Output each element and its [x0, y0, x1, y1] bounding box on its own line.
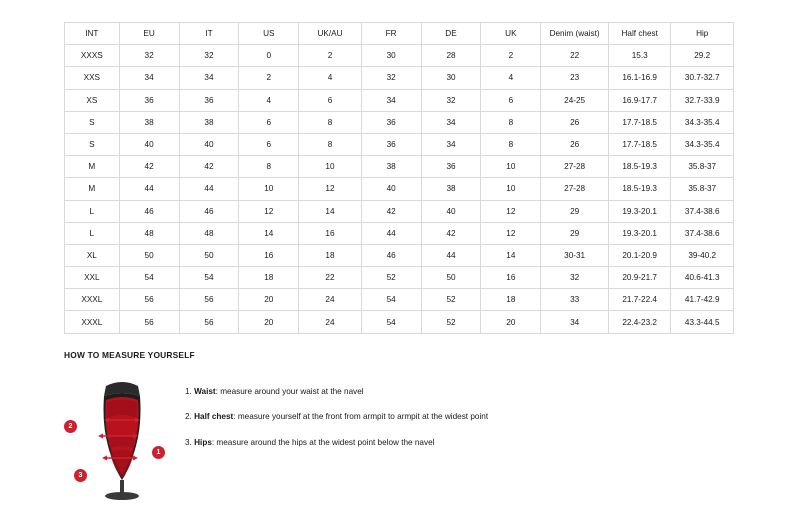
- table-cell: 56: [179, 289, 239, 311]
- table-cell: 24: [299, 311, 361, 333]
- measure-note-waist-number: 1.: [185, 387, 192, 396]
- table-cell: XXS: [65, 67, 120, 89]
- mannequin-figure: [64, 374, 179, 504]
- table-cell: 16: [299, 222, 361, 244]
- table-cell: 2: [481, 45, 541, 67]
- size-chart-container: [64, 22, 734, 334]
- measure-note-hips-number: 3.: [185, 437, 192, 447]
- table-cell: 8: [239, 156, 299, 178]
- how-to-measure-body: [64, 374, 764, 504]
- how-to-measure-title: HOW TO MEASURE YOURSELF: [64, 350, 195, 360]
- measure-note-hips-term: Hips: [194, 437, 212, 447]
- table-cell: 32: [421, 89, 481, 111]
- column-header-uk: UK: [481, 23, 541, 45]
- table-row: [65, 111, 734, 133]
- column-header-fr: FR: [361, 23, 421, 45]
- size-chart-table: [64, 22, 734, 334]
- table-cell: 40: [119, 133, 179, 155]
- table-cell: 44: [361, 222, 421, 244]
- table-cell: XL: [65, 244, 120, 266]
- table-cell: 30-31: [541, 244, 609, 266]
- table-cell: 39-40.2: [671, 244, 734, 266]
- table-cell: 40: [361, 178, 421, 200]
- table-row: [65, 67, 734, 89]
- table-cell: 50: [421, 267, 481, 289]
- table-cell: 36: [421, 156, 481, 178]
- table-cell: 34: [361, 89, 421, 111]
- table-cell: 42: [361, 200, 421, 222]
- table-cell: 27-28: [541, 178, 609, 200]
- table-cell: 41.7-42.9: [671, 289, 734, 311]
- table-cell: 19.3-20.1: [608, 200, 670, 222]
- table-cell: 8: [299, 133, 361, 155]
- table-cell: 42: [179, 156, 239, 178]
- table-cell: 52: [361, 267, 421, 289]
- table-cell: 21.7-22.4: [608, 289, 670, 311]
- table-cell: 40: [421, 200, 481, 222]
- table-cell: XXXL: [65, 311, 120, 333]
- table-cell: 4: [481, 67, 541, 89]
- table-cell: 32: [361, 67, 421, 89]
- table-cell: 52: [421, 311, 481, 333]
- table-row: [65, 222, 734, 244]
- table-cell: 32: [541, 267, 609, 289]
- table-cell: 30.7-32.7: [671, 67, 734, 89]
- measure-note-hips-text: : measure around the hips at the widest point below the navel: [211, 437, 435, 447]
- table-cell: 28: [421, 45, 481, 67]
- table-cell: 40: [179, 133, 239, 155]
- measure-note-half-chest-number: 2.: [185, 412, 192, 422]
- table-row: [65, 178, 734, 200]
- table-cell: 26: [541, 133, 609, 155]
- table-cell: 48: [119, 222, 179, 244]
- table-cell: 43.3-44.5: [671, 311, 734, 333]
- table-row: [65, 156, 734, 178]
- table-cell: 46: [361, 244, 421, 266]
- table-cell: 6: [239, 133, 299, 155]
- table-cell: 8: [481, 111, 541, 133]
- column-header-denim-waist: Denim (waist): [541, 23, 609, 45]
- table-cell: 20: [481, 311, 541, 333]
- table-cell: 54: [361, 311, 421, 333]
- table-cell: 54: [119, 267, 179, 289]
- table-cell: XXL: [65, 267, 120, 289]
- table-cell: 40.6-41.3: [671, 267, 734, 289]
- table-cell: 34: [541, 311, 609, 333]
- table-cell: 12: [239, 200, 299, 222]
- table-row: [65, 89, 734, 111]
- table-cell: L: [65, 222, 120, 244]
- table-cell: 14: [481, 244, 541, 266]
- measure-note-waist-text: : measure around your waist at the navel: [215, 387, 364, 396]
- table-cell: 16.9-17.7: [608, 89, 670, 111]
- table-cell: 20: [239, 311, 299, 333]
- table-cell: 38: [361, 156, 421, 178]
- column-header-hip: Hip: [671, 23, 734, 45]
- table-cell: 18: [239, 267, 299, 289]
- mannequin-illustration: [86, 376, 158, 502]
- table-cell: 36: [361, 133, 421, 155]
- measure-note-waist-term: Waist: [194, 387, 216, 396]
- table-header-row: [65, 23, 734, 45]
- table-cell: 24-25: [541, 89, 609, 111]
- table-cell: 44: [179, 178, 239, 200]
- table-cell: 6: [239, 111, 299, 133]
- badge-hips: 3: [74, 469, 87, 482]
- table-cell: 34: [421, 133, 481, 155]
- table-cell: 20.9-21.7: [608, 267, 670, 289]
- table-cell: 37.4-38.6: [671, 222, 734, 244]
- table-cell: 18: [481, 289, 541, 311]
- column-header-ukau: UK/AU: [299, 23, 361, 45]
- table-row: [65, 289, 734, 311]
- table-cell: 34: [119, 67, 179, 89]
- measure-note-waist: [185, 386, 764, 398]
- table-cell: 12: [481, 222, 541, 244]
- column-header-it: IT: [179, 23, 239, 45]
- table-cell: 4: [239, 89, 299, 111]
- table-cell: 26: [541, 111, 609, 133]
- table-cell: 34.3-35.4: [671, 133, 734, 155]
- table-cell: 36: [119, 89, 179, 111]
- badge-half-chest: 2: [64, 420, 77, 433]
- table-cell: 18.5-19.3: [608, 178, 670, 200]
- table-cell: 6: [481, 89, 541, 111]
- table-cell: 20: [239, 289, 299, 311]
- measure-notes: [179, 374, 764, 462]
- table-cell: 50: [179, 244, 239, 266]
- column-header-us: US: [239, 23, 299, 45]
- table-row: [65, 267, 734, 289]
- table-cell: 23: [541, 67, 609, 89]
- table-cell: 42: [421, 222, 481, 244]
- table-cell: 34.3-35.4: [671, 111, 734, 133]
- table-cell: 48: [179, 222, 239, 244]
- table-cell: 54: [179, 267, 239, 289]
- column-header-half-chest: Half chest: [608, 23, 670, 45]
- table-cell: 0: [239, 45, 299, 67]
- table-cell: 30: [421, 67, 481, 89]
- table-cell: 29: [541, 200, 609, 222]
- table-cell: 14: [299, 200, 361, 222]
- column-header-int: INT: [65, 23, 120, 45]
- table-cell: M: [65, 156, 120, 178]
- table-cell: 18.5-19.3: [608, 156, 670, 178]
- table-cell: 32: [119, 45, 179, 67]
- table-cell: 16: [239, 244, 299, 266]
- table-cell: 46: [179, 200, 239, 222]
- table-row: [65, 200, 734, 222]
- table-cell: 12: [481, 200, 541, 222]
- table-cell: 50: [119, 244, 179, 266]
- table-cell: 56: [179, 311, 239, 333]
- table-cell: 20.1-20.9: [608, 244, 670, 266]
- table-cell: 36: [361, 111, 421, 133]
- how-to-measure-section: [64, 350, 764, 504]
- table-cell: 54: [361, 289, 421, 311]
- table-cell: 10: [239, 178, 299, 200]
- table-cell: 2: [239, 67, 299, 89]
- column-header-eu: EU: [119, 23, 179, 45]
- table-cell: 36: [179, 89, 239, 111]
- table-body: [65, 45, 734, 333]
- table-cell: 8: [481, 133, 541, 155]
- table-cell: XS: [65, 89, 120, 111]
- table-cell: 56: [119, 311, 179, 333]
- table-cell: 10: [481, 156, 541, 178]
- table-cell: 22: [541, 45, 609, 67]
- table-cell: 22: [299, 267, 361, 289]
- table-cell: 27-28: [541, 156, 609, 178]
- table-cell: 34: [421, 111, 481, 133]
- table-cell: 24: [299, 289, 361, 311]
- table-cell: 42: [119, 156, 179, 178]
- table-cell: 8: [299, 111, 361, 133]
- measure-note-half-chest: [185, 411, 764, 423]
- table-row: [65, 133, 734, 155]
- table-cell: 19.3-20.1: [608, 222, 670, 244]
- table-cell: S: [65, 111, 120, 133]
- table-cell: 46: [119, 200, 179, 222]
- table-cell: 4: [299, 67, 361, 89]
- table-cell: 32: [179, 45, 239, 67]
- table-cell: 17.7-18.5: [608, 133, 670, 155]
- badge-waist: 1: [152, 446, 165, 459]
- table-cell: 12: [299, 178, 361, 200]
- table-cell: M: [65, 178, 120, 200]
- table-cell: 16.1-16.9: [608, 67, 670, 89]
- table-cell: 10: [299, 156, 361, 178]
- measure-note-half-chest-term: Half chest: [194, 412, 234, 422]
- table-row: [65, 311, 734, 333]
- table-cell: 18: [299, 244, 361, 266]
- table-cell: 33: [541, 289, 609, 311]
- table-cell: 32.7-33.9: [671, 89, 734, 111]
- table-cell: 15.3: [608, 45, 670, 67]
- table-cell: 16: [481, 267, 541, 289]
- table-cell: 44: [119, 178, 179, 200]
- table-row: [65, 244, 734, 266]
- table-cell: S: [65, 133, 120, 155]
- table-cell: 29: [541, 222, 609, 244]
- table-cell: XXXL: [65, 289, 120, 311]
- table-cell: 38: [179, 111, 239, 133]
- table-cell: 30: [361, 45, 421, 67]
- table-cell: 38: [119, 111, 179, 133]
- table-cell: 29.2: [671, 45, 734, 67]
- table-cell: 52: [421, 289, 481, 311]
- column-header-de: DE: [421, 23, 481, 45]
- table-cell: XXXS: [65, 45, 120, 67]
- table-cell: 38: [421, 178, 481, 200]
- table-cell: 14: [239, 222, 299, 244]
- table-cell: 35.8-37: [671, 156, 734, 178]
- table-cell: 44: [421, 244, 481, 266]
- table-cell: 2: [299, 45, 361, 67]
- table-cell: 10: [481, 178, 541, 200]
- table-cell: 22.4-23.2: [608, 311, 670, 333]
- measure-note-hips: [185, 437, 764, 449]
- table-cell: 17.7-18.5: [608, 111, 670, 133]
- measure-note-half-chest-text: : measure yourself at the front from armpit to armpit at the widest point: [233, 412, 489, 422]
- table-cell: 34: [179, 67, 239, 89]
- table-cell: 35.8-37: [671, 178, 734, 200]
- table-row: [65, 45, 734, 67]
- table-cell: 56: [119, 289, 179, 311]
- table-header: [65, 23, 734, 45]
- table-cell: 6: [299, 89, 361, 111]
- table-cell: L: [65, 200, 120, 222]
- table-cell: 37.4-38.6: [671, 200, 734, 222]
